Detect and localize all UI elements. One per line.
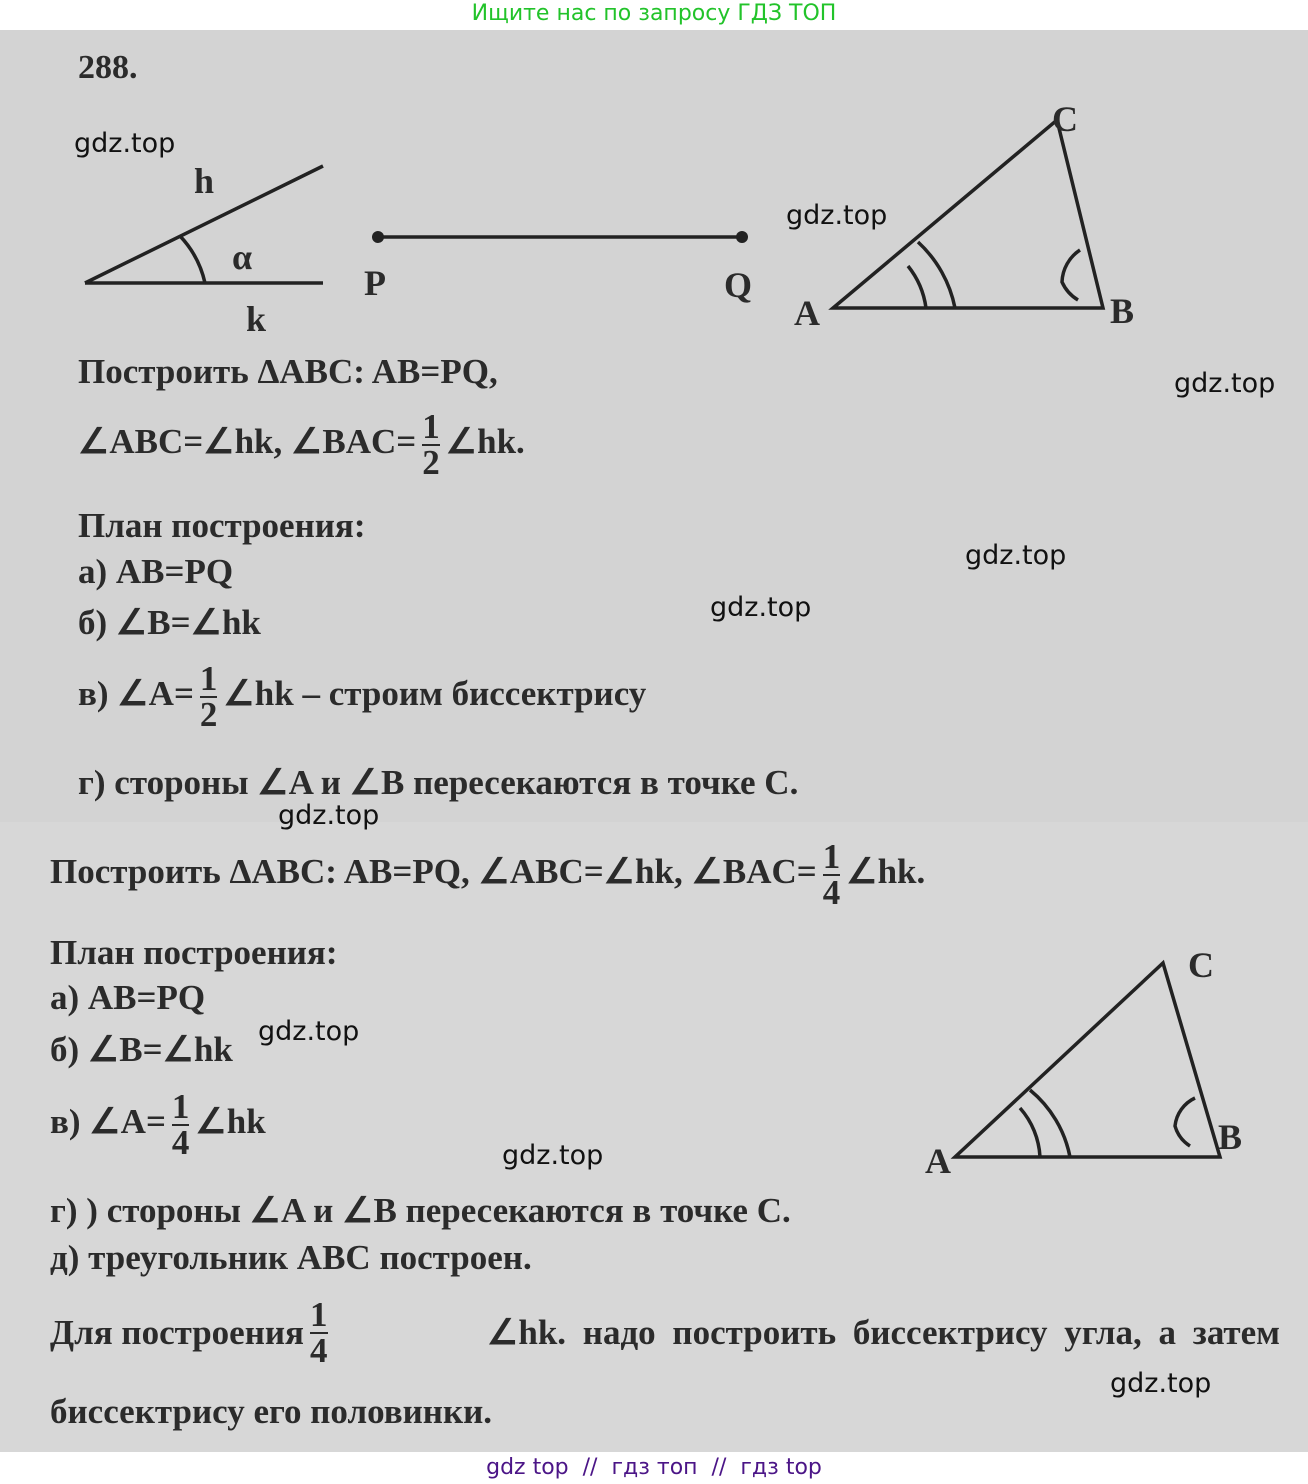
fraction <box>422 407 440 482</box>
text: в) ∠A= <box>78 674 194 714</box>
text: ∠hk. <box>445 422 525 462</box>
task-statement-1: Построить ΔABC: AB=PQ, <box>78 352 498 391</box>
numerator: 1 <box>199 659 218 698</box>
point-q <box>736 231 748 243</box>
text: ∠hk. <box>846 852 926 892</box>
task-statement-3 <box>50 837 926 912</box>
note-line-2: биссектрису его половинки. <box>50 1392 493 1431</box>
fraction <box>822 837 841 912</box>
label-c2: C <box>1188 945 1214 985</box>
numerator: 1 <box>422 407 440 446</box>
numerator: 1 <box>822 837 841 876</box>
plan2-step-v <box>50 1087 266 1162</box>
text: в) ∠A= <box>50 1102 166 1142</box>
label-h: h <box>194 161 215 201</box>
watermark: gdz.top <box>258 1016 360 1047</box>
text: ∠ABC=∠hk, ∠BAC= <box>78 422 417 462</box>
label-q: Q <box>724 265 753 305</box>
plan2-step-a: а) AB=PQ <box>50 978 206 1017</box>
watermark: gdz.top <box>278 800 380 831</box>
label-alpha: α <box>232 237 253 277</box>
denominator: 2 <box>422 443 440 482</box>
label-b: B <box>1110 291 1135 331</box>
denominator: 4 <box>310 1331 328 1370</box>
fraction <box>310 1295 328 1370</box>
watermark: gdz.top <box>786 200 888 231</box>
watermark: gdz.top <box>502 1140 604 1171</box>
watermark: gdz.top <box>1110 1368 1212 1399</box>
label-c: C <box>1052 99 1078 139</box>
top-banner: Ищите нас по запросу ГДЗ ТОП <box>471 1 837 26</box>
numerator: 1 <box>310 1295 328 1334</box>
text: ∠hk <box>195 1102 266 1142</box>
fraction <box>199 659 218 734</box>
watermark: gdz.top <box>1174 368 1276 399</box>
label-a2: A <box>925 1141 951 1181</box>
plan2-step-g: г) ) стороны ∠A и ∠B пересекаются в точке С. <box>50 1191 791 1230</box>
label-b2: B <box>1218 1117 1243 1157</box>
watermark: gdz.top <box>74 128 176 159</box>
plan-step-v <box>78 659 647 734</box>
denominator: 2 <box>199 695 218 734</box>
plan2-step-b: б) ∠B=∠hk <box>50 1030 233 1069</box>
point-p <box>372 231 384 243</box>
label-k: k <box>246 299 267 339</box>
text: Построить ΔABC: AB=PQ, ∠ABC=∠hk, ∠BAC= <box>50 852 817 892</box>
watermark: gdz.top <box>710 592 812 623</box>
label-p: P <box>364 263 386 303</box>
plan-heading-2: План построения: <box>50 933 338 972</box>
text: ∠hk – строим биссектрису <box>223 674 647 714</box>
plan-heading-1: План построения: <box>78 506 366 545</box>
task-statement-2 <box>78 407 525 482</box>
problem-number: 288. <box>78 49 138 86</box>
denominator: 4 <box>822 873 841 912</box>
label-a: A <box>794 293 820 333</box>
plan2-step-d: д) треугольник ABC построен. <box>50 1238 532 1277</box>
plan-step-g: г) стороны ∠A и ∠B пересекаются в точке С. <box>78 763 799 802</box>
note-line-1 <box>50 1295 1280 1370</box>
fraction <box>171 1087 190 1162</box>
triangle-abc-2 <box>955 963 1220 1157</box>
numerator: 1 <box>171 1087 190 1126</box>
denominator: 4 <box>171 1123 190 1162</box>
watermark: gdz.top <box>965 540 1067 571</box>
text: Для построения <box>50 1313 304 1352</box>
text: ∠hk. надо построить биссектрису угла, а затем <box>487 1313 1280 1352</box>
bottom-banner: gdz top // гдз топ // гдз top <box>486 1455 822 1480</box>
plan-step-a: а) AB=PQ <box>78 552 234 591</box>
plan-step-b: б) ∠B=∠hk <box>78 603 261 642</box>
